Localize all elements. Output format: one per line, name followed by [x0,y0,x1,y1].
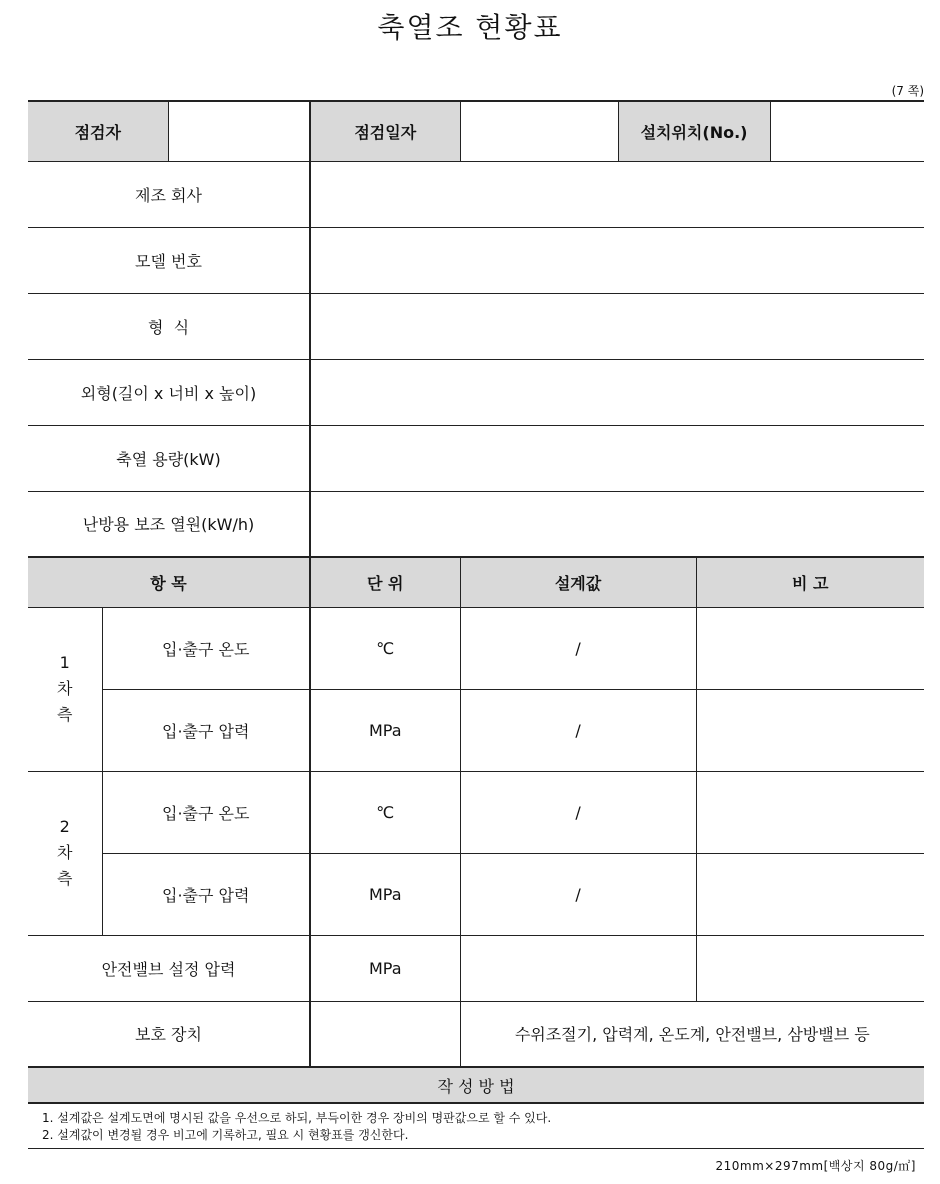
column-header-remarks: 비 고 [696,557,924,607]
manufacturer-field[interactable] [310,161,924,227]
status-table [28,100,924,1104]
unit-cell: ℃ [310,607,460,689]
capacity-field[interactable] [310,425,924,491]
info-label: 난방용 보조 열원(kW/h) [28,491,310,557]
unit-cell: MPa [310,853,460,935]
page-note: (7 쪽) [891,84,924,98]
unit-cell: ℃ [310,771,460,853]
info-row [28,161,924,227]
item-label: 보호 장치 [28,1001,310,1067]
info-label: 외형(길이 x 너비 x 높이) [28,359,310,425]
table-row [28,607,924,689]
method-row [28,1067,924,1103]
item-label: 입·출구 온도 [102,607,310,689]
note-line: 2. 설계값이 변경될 경우 비고에 기록하고, 필요 시 현황표를 갱신한다. [42,1128,409,1142]
unit-cell: MPa [310,935,460,1001]
date-field[interactable] [460,101,618,161]
group-label-secondary: 2 차 측 [28,771,102,935]
column-header-unit: 단 위 [310,557,460,607]
remarks-field[interactable] [696,771,924,853]
item-label: 입·출구 온도 [102,771,310,853]
inspector-label: 점검자 [28,101,168,161]
table-header-row [28,557,924,607]
group-label-primary: 1 차 측 [28,607,102,771]
table-row [28,1001,924,1067]
status-sheet [28,100,924,1149]
remarks-field[interactable] [696,607,924,689]
info-label: 제조 회사 [28,161,310,227]
design-value-field[interactable]: / [460,689,696,771]
unit-cell: MPa [310,689,460,771]
remarks-field[interactable] [696,935,924,1001]
design-value-field[interactable]: / [460,853,696,935]
info-row [28,293,924,359]
inspector-field[interactable] [168,101,310,161]
document-title: 축열조 현황표 [377,11,563,44]
info-row [28,491,924,557]
info-row [28,359,924,425]
paper-spec-note: 210mm×297mm[백상지 80g/㎡] [715,1159,916,1173]
design-value-field[interactable] [460,935,696,1001]
design-value-field[interactable]: / [460,607,696,689]
info-label: 형 식 [28,293,310,359]
location-field[interactable] [770,101,924,161]
method-notes [28,1104,924,1149]
info-label: 모델 번호 [28,227,310,293]
table-row [28,935,924,1001]
info-label: 축열 용량(kW) [28,425,310,491]
note-line: 1. 설계값은 설계도면에 명시된 값을 우선으로 하되, 부득이한 경우 장비의 명판값으로 할 수 있다. [42,1111,552,1125]
table-row [28,689,924,771]
remarks-field[interactable] [696,853,924,935]
model-number-field[interactable] [310,227,924,293]
design-value-field[interactable]: / [460,771,696,853]
date-label: 점검일자 [310,101,460,161]
column-header-design: 설계값 [460,557,696,607]
location-label: 설치위치(No.) [618,101,770,161]
unit-cell [310,1001,460,1067]
item-label: 입·출구 압력 [102,689,310,771]
aux-heat-source-field[interactable] [310,491,924,557]
item-label: 안전밸브 설정 압력 [28,935,310,1001]
dimensions-field[interactable] [310,359,924,425]
table-row [28,853,924,935]
header-row [28,101,924,161]
item-label: 입·출구 압력 [102,853,310,935]
remarks-field[interactable] [696,689,924,771]
type-field[interactable] [310,293,924,359]
column-header-item: 항 목 [28,557,310,607]
info-row [28,227,924,293]
table-row [28,771,924,853]
method-title: 작 성 방 법 [28,1067,924,1103]
protection-devices-value: 수위조절기, 압력계, 온도계, 안전밸브, 삼방밸브 등 [514,1025,870,1045]
info-row [28,425,924,491]
